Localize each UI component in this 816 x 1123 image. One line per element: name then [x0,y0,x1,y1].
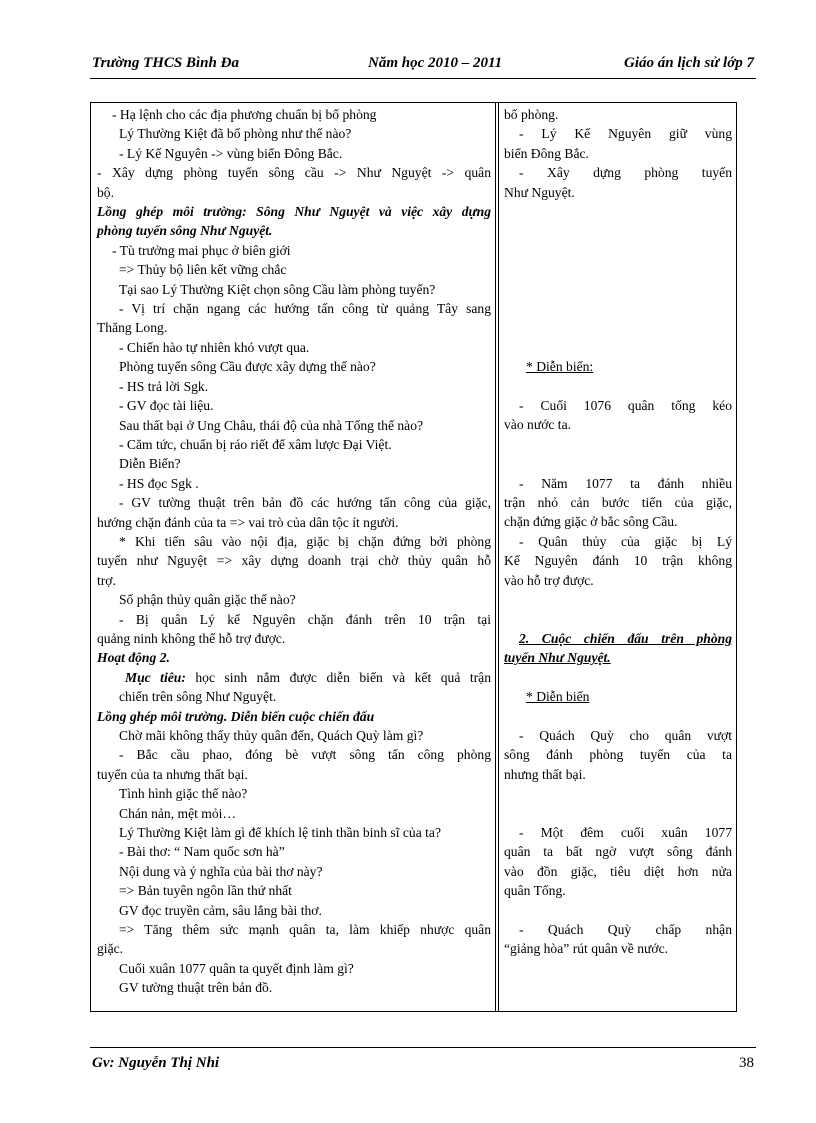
list-item: - Lý Kế Nguyên -> vùng biển Đông Bắc. [119,145,343,161]
list-item: => Tăng thêm sức mạnh quân ta, làm khiếp nhược quân [119,922,491,938]
objective-text: học sinh nắm được diễn biến và kết quả trận [195,669,491,685]
section-heading-2: 2. Cuộc chiến đấu trên phòng [519,630,732,646]
list-item: Cuối xuân 1077 quân ta quyết định làm gì? [119,960,354,976]
content-line: chặn đứng giặc ở bắc sông Cầu. [504,514,678,530]
list-item: hướng chặn đánh của ta => vai trò của dân tộc ít người. [97,514,399,530]
content-line: sông đánh phòng tuyến của ta [504,747,732,763]
list-item: - HS trả lời Sgk. [119,378,209,394]
list-item: Chán nản, mệt mỏi… [119,805,237,821]
content-line: “giảng hòa” rút quân về nước. [504,941,669,957]
list-item: Số phận thủy quân giặc thế nào? [119,592,296,608]
lesson-content-column [504,103,732,959]
list-item: tuyến của ta nhưng thất bại. [97,766,248,782]
content-line: Như Nguyệt. [504,184,575,200]
list-item: - GV tường thuật trên bản đồ các hướng tấn công của giặc, [119,495,491,511]
content-line: - Một đêm cuối xuân 1077 [519,824,732,840]
section-heading: phòng tuyến sông Như Nguyệt. [97,223,273,239]
list-item: Nội dung và ý nghĩa của bài thơ này? [119,863,323,879]
content-line: - Quách Quỳ chấp nhận [519,921,732,937]
content-line: - Xây dựng phòng tuyến [519,165,732,181]
teacher-student-activities-column [97,103,491,998]
content-line: trận nhỏ cản bước tiến của giặc, [504,494,732,510]
list-item: giặc. [97,941,124,957]
content-line: - Lý Kế Nguyên giữ vùng [519,126,732,142]
school-name: Trường THCS Bình Đa [92,55,239,71]
content-line: - Quân thủy của giặc bị Lý [519,533,732,549]
objective-line [97,668,491,687]
list-item: Lý Thường Kiệt làm gì để khích lệ tinh thần binh sĩ của ta? [119,825,441,841]
subheading-dien-bien: * Diễn biến: [526,359,594,375]
content-line: bố phòng. [504,107,559,122]
page-footer [90,1047,756,1080]
objective-label: Mục tiêu: [125,669,186,685]
content-line: vào hỗ trợ được. [504,572,594,588]
content-line: vào đồn giặc, tiêu diệt hơn nửa [504,863,732,879]
list-item: - Bài thơ: “ Nam quốc sơn hà” [119,844,285,860]
list-item: * Khi tiến sâu vào nội địa, giặc bị chặn đứng bởi phòng [119,533,491,549]
section-heading: Lồng ghép môi trường: Sông Như Nguyệt và việc xây dựng [97,204,491,220]
list-item: - Xây dựng phòng tuyến sông cầu -> Như Nguyệt -> quân [97,165,491,181]
content-line: biển Đông Bắc. [504,145,589,161]
list-item: chiến trên sông Như Nguyệt. [119,689,277,705]
list-item: GV đọc truyền cảm, sâu lắng bài thơ. [119,902,322,918]
content-line: quân ta bất ngờ vượt sông đánh [504,844,732,860]
content-line: quân Tống. [504,882,566,898]
lesson-table [90,102,737,1012]
list-item: Sau thất bại ở Ung Châu, thái độ của nhà Tống thế nào? [119,417,424,433]
list-item: Chờ mãi không thấy thủy quân đến, Quách Quỳ làm gì? [119,728,424,743]
content-line: - Cuối 1076 quân tống kéo [519,397,732,413]
document-subject: Giáo án lịch sử lớp 7 [624,55,754,71]
content-line: nhưng thất bại. [504,766,586,782]
page-number: 38 [739,1055,754,1071]
content-line: - Quách Quỳ cho quân vượt [519,727,732,743]
list-item: GV tường thuật trên bản đồ. [119,980,273,996]
teacher-name: Gv: Nguyễn Thị Nhi [92,1055,220,1071]
content-line: - Năm 1077 ta đánh nhiều [519,475,732,491]
list-item: Tại sao Lý Thường Kiệt chọn sông Cầu làm phòng tuyến? [119,281,436,297]
subheading-dien-bien-2: * Diễn biến [526,688,590,704]
list-item: Diễn Biến? [119,456,181,472]
list-item: Lý Thường Kiệt đã bố phòng như thế nào? [119,126,352,142]
section-heading-2: tuyến Như Nguyệt. [504,650,611,666]
list-item: => Thủy bộ liên kết vững chắc [119,262,287,278]
content-line: Kế Nguyên đánh 10 trận không [504,553,732,569]
section-heading: Lồng ghép môi trường. Diễn biến cuộc chiến đấu [97,708,375,724]
list-item: bộ. [97,184,114,200]
school-year: Năm học 2010 – 2011 [368,55,503,71]
list-item: - HS đọc Sgk . [119,475,199,491]
list-item: tuyến như Nguyệt => xây dựng doanh trại chờ thủy quân hỗ [97,553,491,569]
content-line: vào nước ta. [504,417,572,433]
list-item: Phòng tuyến sông Cầu được xây dựng thế nào? [119,359,376,375]
page-header [90,52,756,79]
list-item: quảng ninh không thể hỗ trợ được. [97,630,286,646]
list-item: - Bị quân Lý kế Nguyên chặn đánh trên 10 trận tại [119,611,491,627]
list-item: - Hạ lệnh cho các địa phương chuẩn bị bố phòng [112,107,377,122]
list-item: trợ. [97,572,116,588]
list-item: => Bản tuyên ngôn lần thứ nhất [119,883,292,899]
column-divider [495,103,499,1011]
list-item: - Chiến hào tự nhiên khó vượt qua. [119,339,310,355]
list-item: Thăng Long. [97,320,168,336]
list-item: Tình hình giặc thế nào? [119,786,248,802]
list-item: - Căm tức, chuẩn bị ráo riết để xâm lược Đại Việt. [119,436,392,452]
list-item: - GV đọc tài liệu. [119,398,214,414]
activity-heading: Hoạt động 2. [97,650,170,666]
list-item: - Bắc cầu phao, đóng bè vượt sông tấn công phòng [119,747,491,763]
list-item: - Tù trưởng mai phục ở biên giới [112,242,291,258]
list-item: - Vị trí chặn ngang các hướng tấn công từ quảng Tây sang [119,301,491,317]
